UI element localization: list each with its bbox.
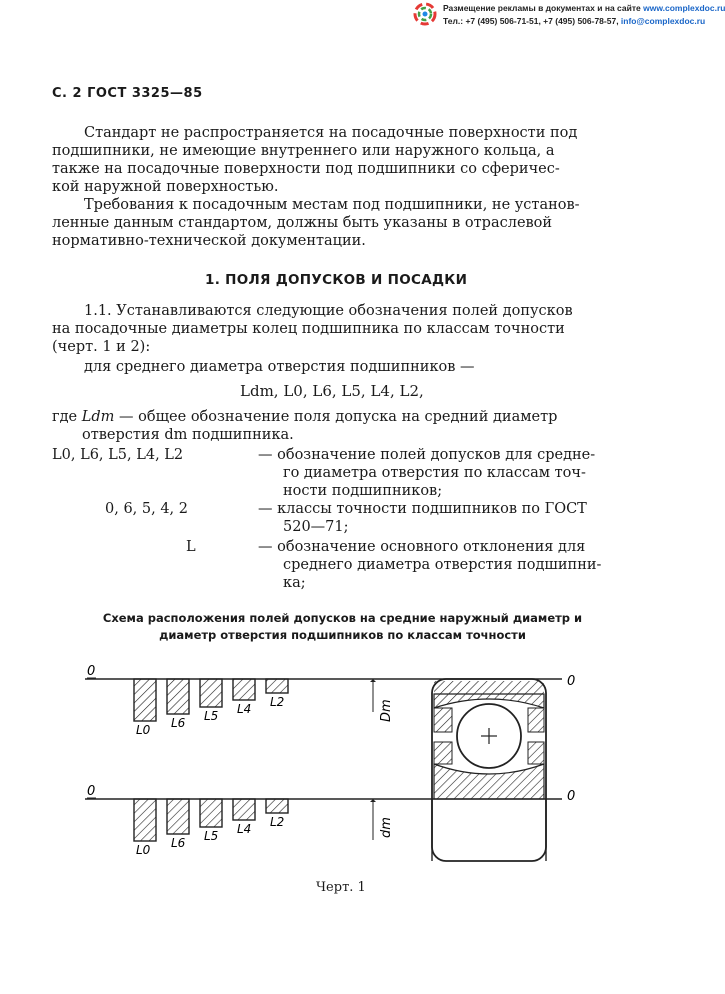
figure-label: Черт. 1 bbox=[316, 880, 366, 895]
bottom-tolerance-label: L2 bbox=[270, 815, 285, 829]
ad-text: Размещение рекламы в документах и на сайте bbox=[443, 3, 644, 13]
definition-term: L bbox=[186, 539, 196, 555]
section-title: 1. ПОЛЯ ДОПУСКОВ И ПОСАДКИ bbox=[205, 272, 468, 288]
definition-term: 0, 6, 5, 4, 2 bbox=[105, 501, 188, 517]
definition-line: ка; bbox=[283, 575, 306, 591]
page-header: С. 2 ГОСТ 3325—85 bbox=[52, 86, 203, 101]
intro-line: кой наружной поверхностью. bbox=[52, 179, 279, 195]
caption-line: Схема расположения полей допусков на средние наружный диаметр и bbox=[102, 611, 583, 625]
email-link[interactable]: info@complexdoc.ru bbox=[620, 16, 706, 26]
clause-line: 1.1. Устанавливаются следующие обозначения полей допусков bbox=[84, 303, 573, 319]
top-tolerance-field-l4 bbox=[233, 679, 255, 700]
definition-line: 520—71; bbox=[283, 519, 349, 535]
complexdoc-logo-icon[interactable] bbox=[413, 2, 437, 26]
top-tolerance-label: L5 bbox=[204, 709, 219, 723]
where-symbol: Ldm bbox=[81, 409, 115, 425]
definition-line: — обозначение полей допусков для средне- bbox=[258, 447, 596, 463]
definition-line: ности подшипников; bbox=[283, 483, 443, 499]
bottom-tolerance-label: L4 bbox=[237, 822, 252, 836]
clause-subline: для среднего диаметра отверстия подшипников — bbox=[84, 359, 475, 375]
outer-diameter-label: Dm bbox=[379, 699, 394, 722]
bottom-tolerance-label: L5 bbox=[204, 829, 219, 843]
definition-line: среднего диаметра отверстия подшипни- bbox=[283, 557, 602, 573]
formula: Ldm, L0, L6, L5, L4, L2, bbox=[240, 382, 424, 400]
tolerance-diagram bbox=[0, 650, 711, 880]
top-tolerance-field-l0 bbox=[134, 679, 156, 721]
top-tolerance-label: L4 bbox=[237, 702, 252, 716]
definition-where bbox=[52, 408, 557, 426]
bottom-tolerance-label: L0 bbox=[136, 843, 151, 857]
intro-line: также на посадочные поверхности под подшипники со сферичес- bbox=[52, 161, 560, 177]
top-tolerance-label: L0 bbox=[136, 723, 151, 737]
top-tolerance-field-l2 bbox=[266, 679, 288, 693]
site-link[interactable]: www.complexdoc.ru bbox=[643, 3, 725, 13]
zero-label: 0 bbox=[87, 664, 96, 679]
clause-line: на посадочные диаметры колец подшипника по классам точности bbox=[52, 321, 565, 337]
ad-phone-text: Тел.: +7 (495) 506-71-51, +7 (495) 506-78-57, bbox=[443, 16, 621, 26]
figure-caption bbox=[90, 610, 595, 644]
bore-diameter-label: dm bbox=[379, 817, 394, 838]
top-tolerance-field-l6 bbox=[167, 679, 189, 714]
bottom-tolerance-field-l0 bbox=[134, 799, 156, 841]
zero-label: 0 bbox=[567, 674, 576, 689]
bottom-tolerance-field-l5 bbox=[200, 799, 222, 827]
intro-line: ленные данным стандартом, должны быть указаны в отраслевой bbox=[52, 215, 553, 231]
zero-label: 0 bbox=[567, 789, 576, 804]
top-tolerance-label: L2 bbox=[270, 695, 285, 709]
bottom-tolerance-label: L6 bbox=[171, 836, 186, 850]
definition-line: — классы точности подшипников по ГОСТ bbox=[258, 501, 587, 517]
where-text-line-2: отверстия dm подшипника. bbox=[82, 427, 294, 443]
where-prefix: где bbox=[52, 409, 82, 425]
ad-text-line-2 bbox=[443, 16, 705, 26]
intro-line: нормативно-технической документации. bbox=[52, 233, 366, 249]
bearing-section bbox=[432, 679, 546, 861]
bottom-tolerance-fields bbox=[134, 799, 288, 857]
top-tolerance-field-l5 bbox=[200, 679, 222, 707]
definition-line: — обозначение основного отклонения для bbox=[258, 539, 586, 555]
definition-term: L0, L6, L5, L4, L2 bbox=[52, 447, 184, 463]
zero-label: 0 bbox=[87, 784, 96, 799]
bottom-tolerance-field-l2 bbox=[266, 799, 288, 813]
bottom-tolerance-field-l4 bbox=[233, 799, 255, 820]
intro-line: Требования к посадочным местам под подшипники, не установ- bbox=[84, 197, 580, 213]
top-tolerance-label: L6 bbox=[171, 716, 186, 730]
intro-line: подшипники, не имеющие внутреннего или наружного кольца, а bbox=[52, 143, 555, 159]
clause-line: (черт. 1 и 2): bbox=[52, 339, 151, 355]
where-text: — общее обозначение поля допуска на средний диаметр bbox=[114, 409, 558, 425]
ad-text-line-1 bbox=[443, 3, 725, 13]
bottom-tolerance-field-l6 bbox=[167, 799, 189, 834]
top-tolerance-fields bbox=[134, 679, 288, 737]
intro-line: Стандарт не распространяется на посадочные поверхности под bbox=[84, 125, 578, 141]
caption-line: диаметр отверстия подшипников по классам точности bbox=[159, 628, 526, 642]
definition-line: го диаметра отверстия по классам точ- bbox=[283, 465, 586, 481]
